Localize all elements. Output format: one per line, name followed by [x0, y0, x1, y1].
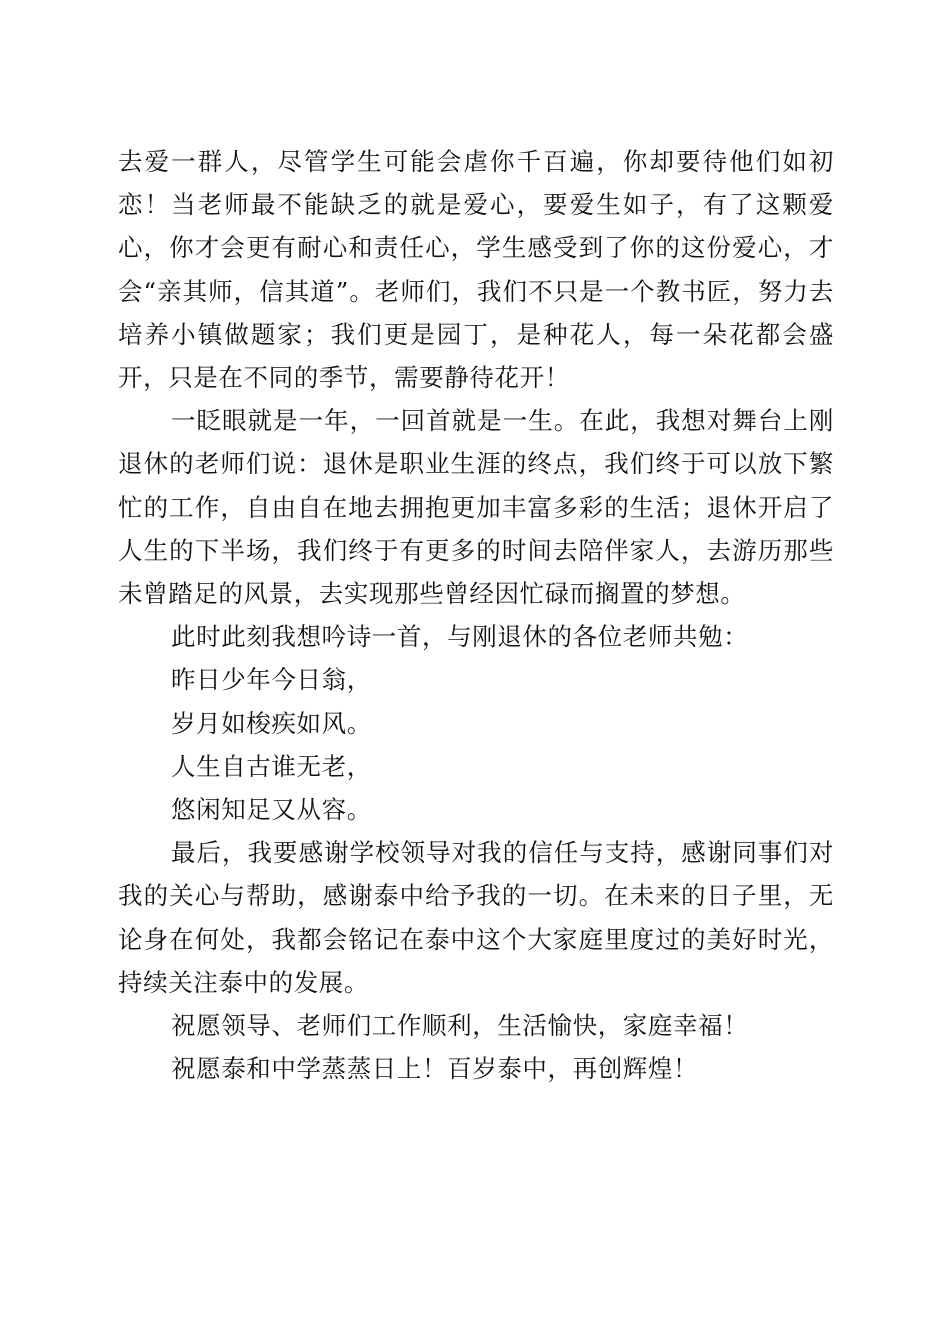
poem-line-1: 昨日少年今日翁，: [171, 665, 372, 695]
paragraph-poem-intro: 此时此刻我想吟诗一首，与刚退休的各位老师共勉：: [171, 622, 749, 652]
poem-line-3: 人生自古谁无老，: [171, 751, 372, 781]
paragraph-love-students: 去爱一群人，尽管学生可能会虐你千百遍，你却要待他们如初恋！当老师最不能缺乏的就是爱心，要爱生如子，有了这颗爱心，你才会更有耐心和责任心，学生感受到了你的这份爱心，才会“亲其师，信其道”。老师们，我们不只是一个教书匠，努力去培养小镇做题家；我们更是园丁，是种花人，每一朵花都会盛开，只是在不同的季节，需要静待花开！: [118, 147, 834, 393]
paragraph-wish-colleagues: 祝愿领导、老师们工作顺利，生活愉快，家庭幸福！: [171, 1011, 749, 1041]
paragraph-wish-school: 祝愿泰和中学蒸蒸日上！百岁泰中，再创辉煌！: [171, 1054, 699, 1084]
document-page: [118, 140, 834, 1090]
poem-line-2: 岁月如梭疾如风。: [171, 708, 372, 738]
poem-line-4: 悠闲知足又从容。: [171, 795, 372, 825]
paragraph-thanks: 最后，我要感谢学校领导对我的信任与支持，感谢同事们对我的关心与帮助，感谢泰中给予我的一切。在未来的日子里，无论身在何处，我都会铭记在泰中这个大家庭里度过的美好时光，持续关注泰中的发展。: [118, 838, 834, 997]
paragraph-retirement: 一眨眼就是一年，一回首就是一生。在此，我想对舞台上刚退休的老师们说：退休是职业生涯的终点，我们终于可以放下繁忙的工作，自由自在地去拥抱更加丰富多彩的生活；退休开启了人生的下半场，我们终于有更多的时间去陪伴家人，去游历那些未曾踏足的风景，去实现那些曾经因忙碌而搁置的梦想。: [118, 406, 834, 609]
